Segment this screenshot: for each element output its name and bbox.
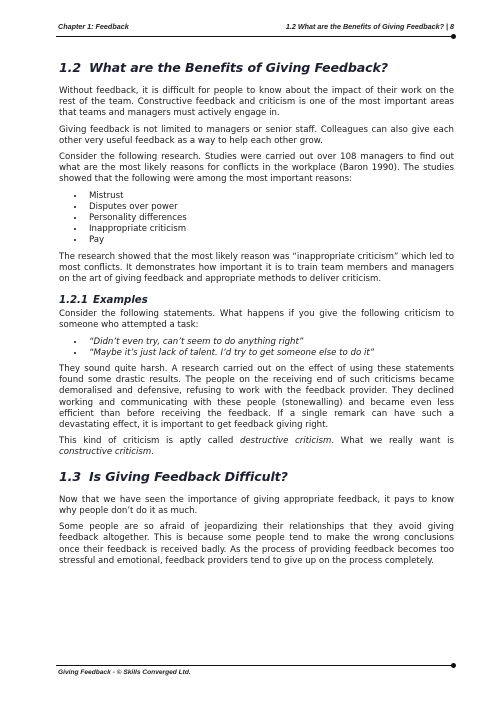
paragraph: They sound quite harsh. A research carried out on the effect of using these statements found some drastic results. The people on the receiving end of such criticisms became demoralised and defensive, refusing to work with the feedback provider. They declined working and communicating with these people (stonewalling) and became even less efficient than before receiving the feedback. If a single remark can have such a devastating effect, it is important to get feedback giving right. [59,364,454,431]
paragraph: The research showed that the most likely reason was “inappropriate criticism” which led to most conflicts. It demonstrates how important it is to train team members and managers on the art of giving feedback and appropriate methods to deliver criticism. [59,251,454,285]
section-title: Examples [93,295,148,307]
reasons-list [59,191,454,247]
paragraph: Now that we have seen the importance of giving appropriate feedback, it pays to know why people don’t do it as much. [59,494,454,516]
section-title: Is Giving Feedback Difficult? [89,468,288,484]
header-rule [56,36,454,37]
section-heading-1-2-1 [59,295,454,306]
quotes-list [59,337,454,359]
list-item: • Inappropriate criticism [85,224,454,235]
section-title: What are the Benefits of Giving Feedback? [89,60,388,75]
footer-rule-dot [451,663,456,668]
page-body [59,60,454,572]
section-number: 1.2 [59,60,82,75]
header-chapter-title: Chapter 1: Feedback [58,22,129,31]
text-run: . What we really want is [331,436,454,447]
page-footer: Giving Feedback - © Skills Converged Ltd. [58,669,191,676]
text-run: This kind of criticism is aptly called [59,436,240,447]
section-heading-1-2 [59,60,454,75]
section-heading-1-3 [59,469,454,484]
paragraph: Consider the following research. Studies were carried out over 108 managers to find out what are the most likely reasons for conflicts in the workplace (Baron 1990). The studies showed that the following were among the most important reasons: [59,152,454,185]
section-number: 1.2.1 [59,295,89,307]
list-item: • “Maybe it’s just lack of talent. I’d try to get someone else to do it” [85,348,454,359]
list-item: • Mistrust [85,191,454,202]
paragraph [59,436,454,458]
footer-rule [56,665,454,666]
running-header [58,22,454,34]
emphasis-constructive: constructive criticism [59,447,152,458]
list-item: • “Didn’t even try, can’t seem to do anything right” [85,337,454,348]
text-run: . [151,447,154,458]
list-item: • Disputes over power [85,202,454,213]
list-item: • Personality differences [85,213,454,224]
header-rule-dot [451,34,456,39]
list-item: • Pay [85,235,454,246]
header-section-and-page: 1.2 What are the Benefits of Giving Feedback? | 8 [285,22,454,31]
paragraph: Consider the following statements. What happens if you give the following criticism to someone who attempted a task: [59,309,454,331]
paragraph: Some people are so afraid of jeopardizing their relationships that they avoid giving feedback altogether. This is because some people tend to make the wrong conclusions once their feedback is received badly. As the process of providing feedback becomes too stressful and emotional, feedback providers tend to give up on the process completely. [59,522,454,566]
emphasis-destructive: destructive criticism [239,436,332,447]
paragraph: Without feedback, it is difficult for people to know about the impact of their work on the rest of the team. Constructive feedback and criticism is one of the most important areas that teams and managers must actively engage in. [59,86,454,119]
paragraph: Giving feedback is not limited to managers or senior staff. Colleagues can also give each other very useful feedback as a way to help each other grow. [59,124,454,146]
section-number: 1.3 [59,468,82,484]
